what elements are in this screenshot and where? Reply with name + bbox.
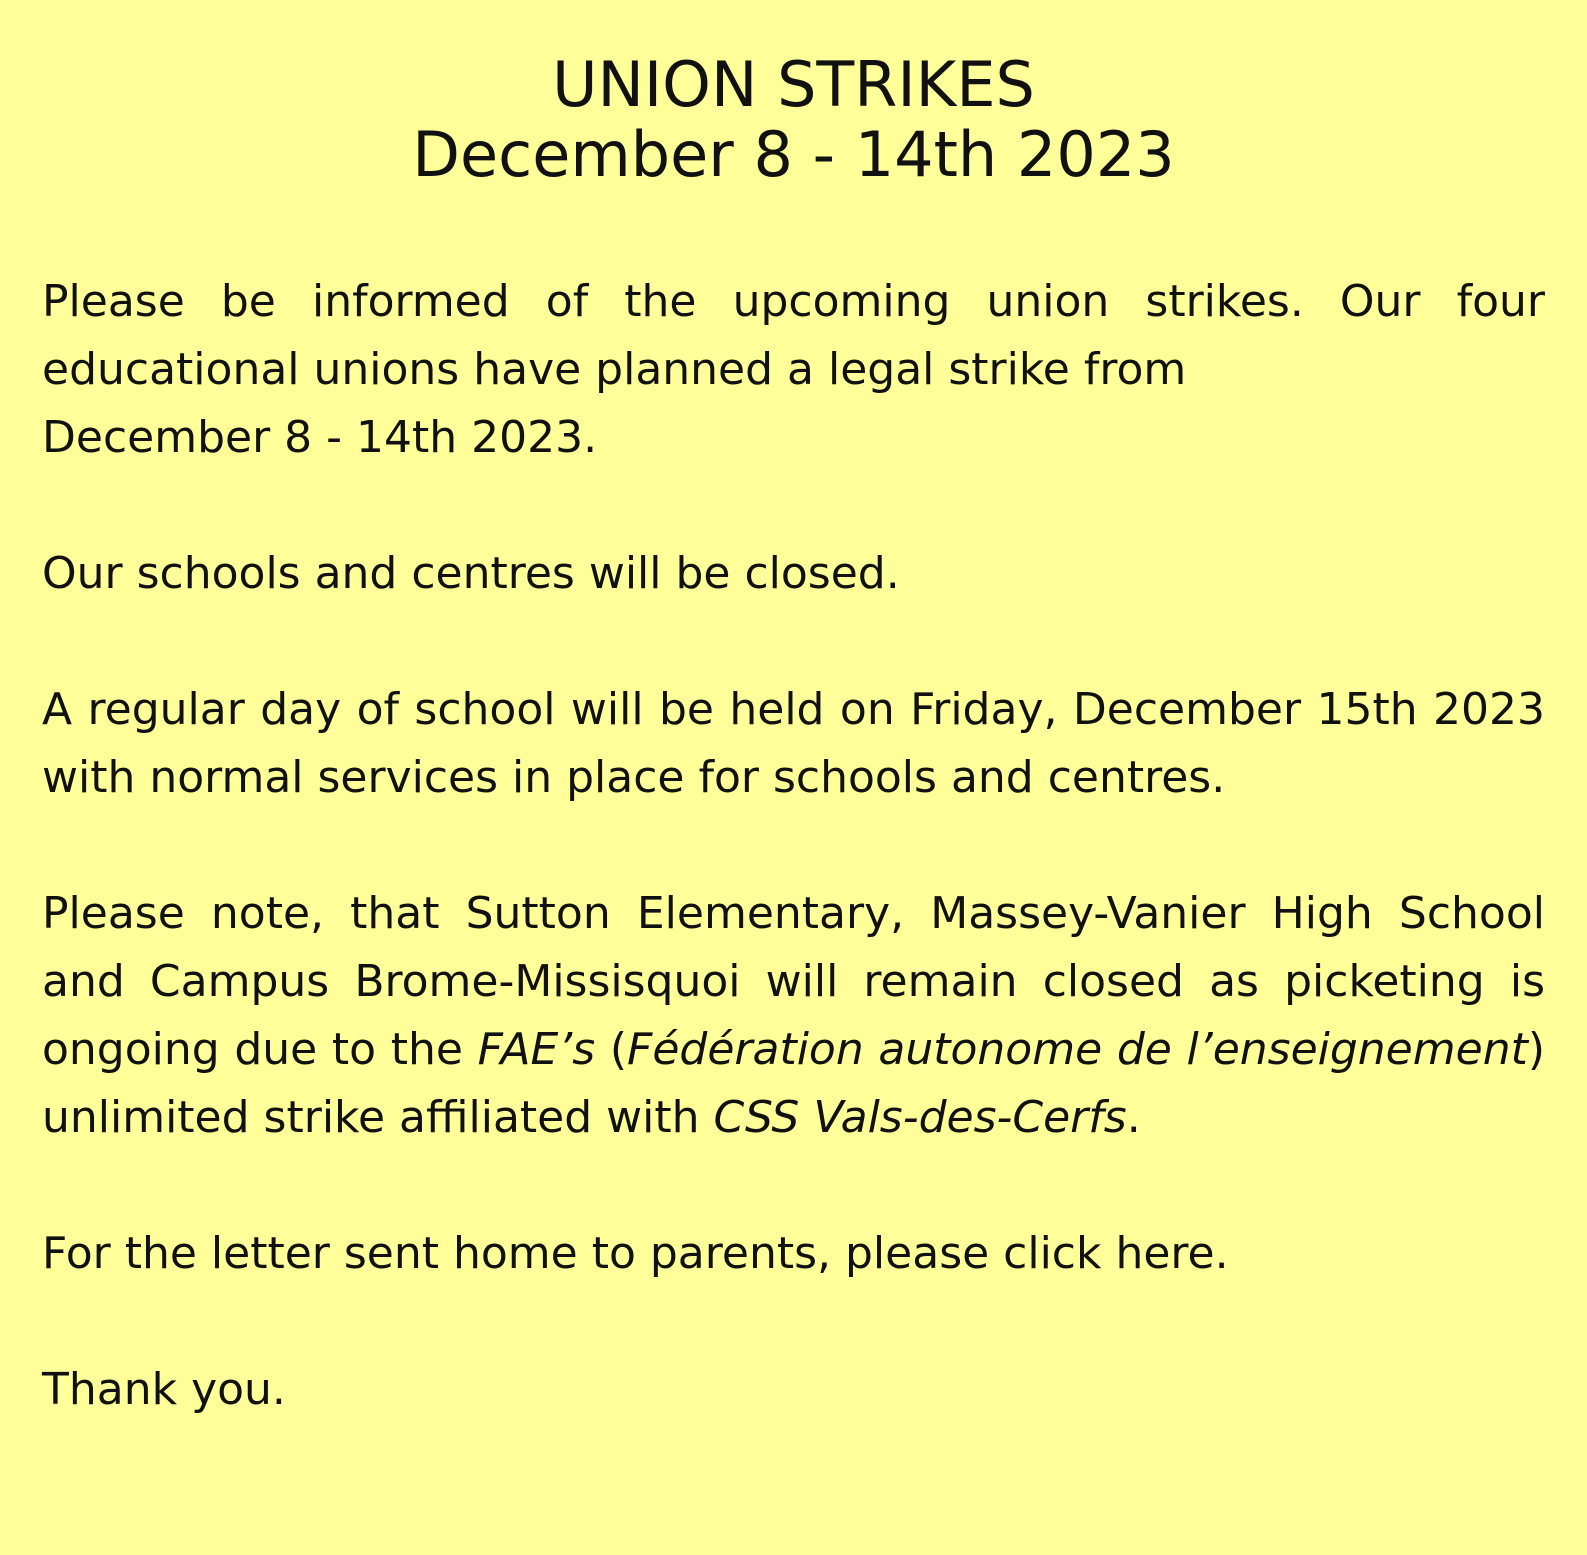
title-line-2: December 8 - 14th 2023 bbox=[412, 118, 1175, 191]
title-line-1: UNION STRIKES bbox=[552, 48, 1035, 121]
letter-text: For the letter sent home to parents, please click bbox=[42, 1228, 1116, 1279]
letter-here-link[interactable]: here bbox=[1115, 1228, 1215, 1279]
spacer bbox=[42, 608, 1545, 676]
letter-text-end: . bbox=[1214, 1228, 1229, 1279]
paragraph-closure: Our schools and centres will be closed. bbox=[42, 548, 900, 599]
spacer bbox=[42, 1288, 1545, 1356]
css-name: CSS Vals-des-Cerfs bbox=[713, 1092, 1127, 1143]
note-text-1: Please note, that Sutton Elementary, Massey-Vanier High School and Campus Brome-Missisquoi will remain closed as picketing is ongoing due to the bbox=[42, 888, 1545, 1075]
paragraph-regular-day: A regular day of school will be held on Friday, December 15th 2023 with normal services in place for schools and centres. bbox=[42, 684, 1545, 803]
paragraph-strike-dates bbox=[42, 404, 1545, 472]
note-text-4: . bbox=[1126, 1092, 1141, 1143]
paragraph-letter-link bbox=[42, 1220, 1545, 1288]
spacer bbox=[42, 812, 1545, 880]
fae-name: FAE’s bbox=[477, 1024, 596, 1075]
note-text-3: ) unlimited strike affiliated with bbox=[42, 1024, 1545, 1143]
spacer bbox=[42, 472, 1545, 540]
note-text-2: ( bbox=[595, 1024, 628, 1075]
strike-dates-text: December 8 - 14th 2023. bbox=[42, 412, 598, 463]
strike-info-text: Please be informed of the upcoming union strikes. Our four educational unions have planned a legal strike from bbox=[42, 276, 1545, 395]
federation-name: Fédération autonome de l’enseignement bbox=[627, 1024, 1528, 1075]
paragraph-picketing-note bbox=[42, 880, 1545, 1152]
closing-text: Thank you. bbox=[42, 1364, 286, 1415]
spacer bbox=[42, 1152, 1545, 1220]
notice-title bbox=[42, 50, 1545, 190]
paragraph-strike-info bbox=[42, 268, 1545, 404]
